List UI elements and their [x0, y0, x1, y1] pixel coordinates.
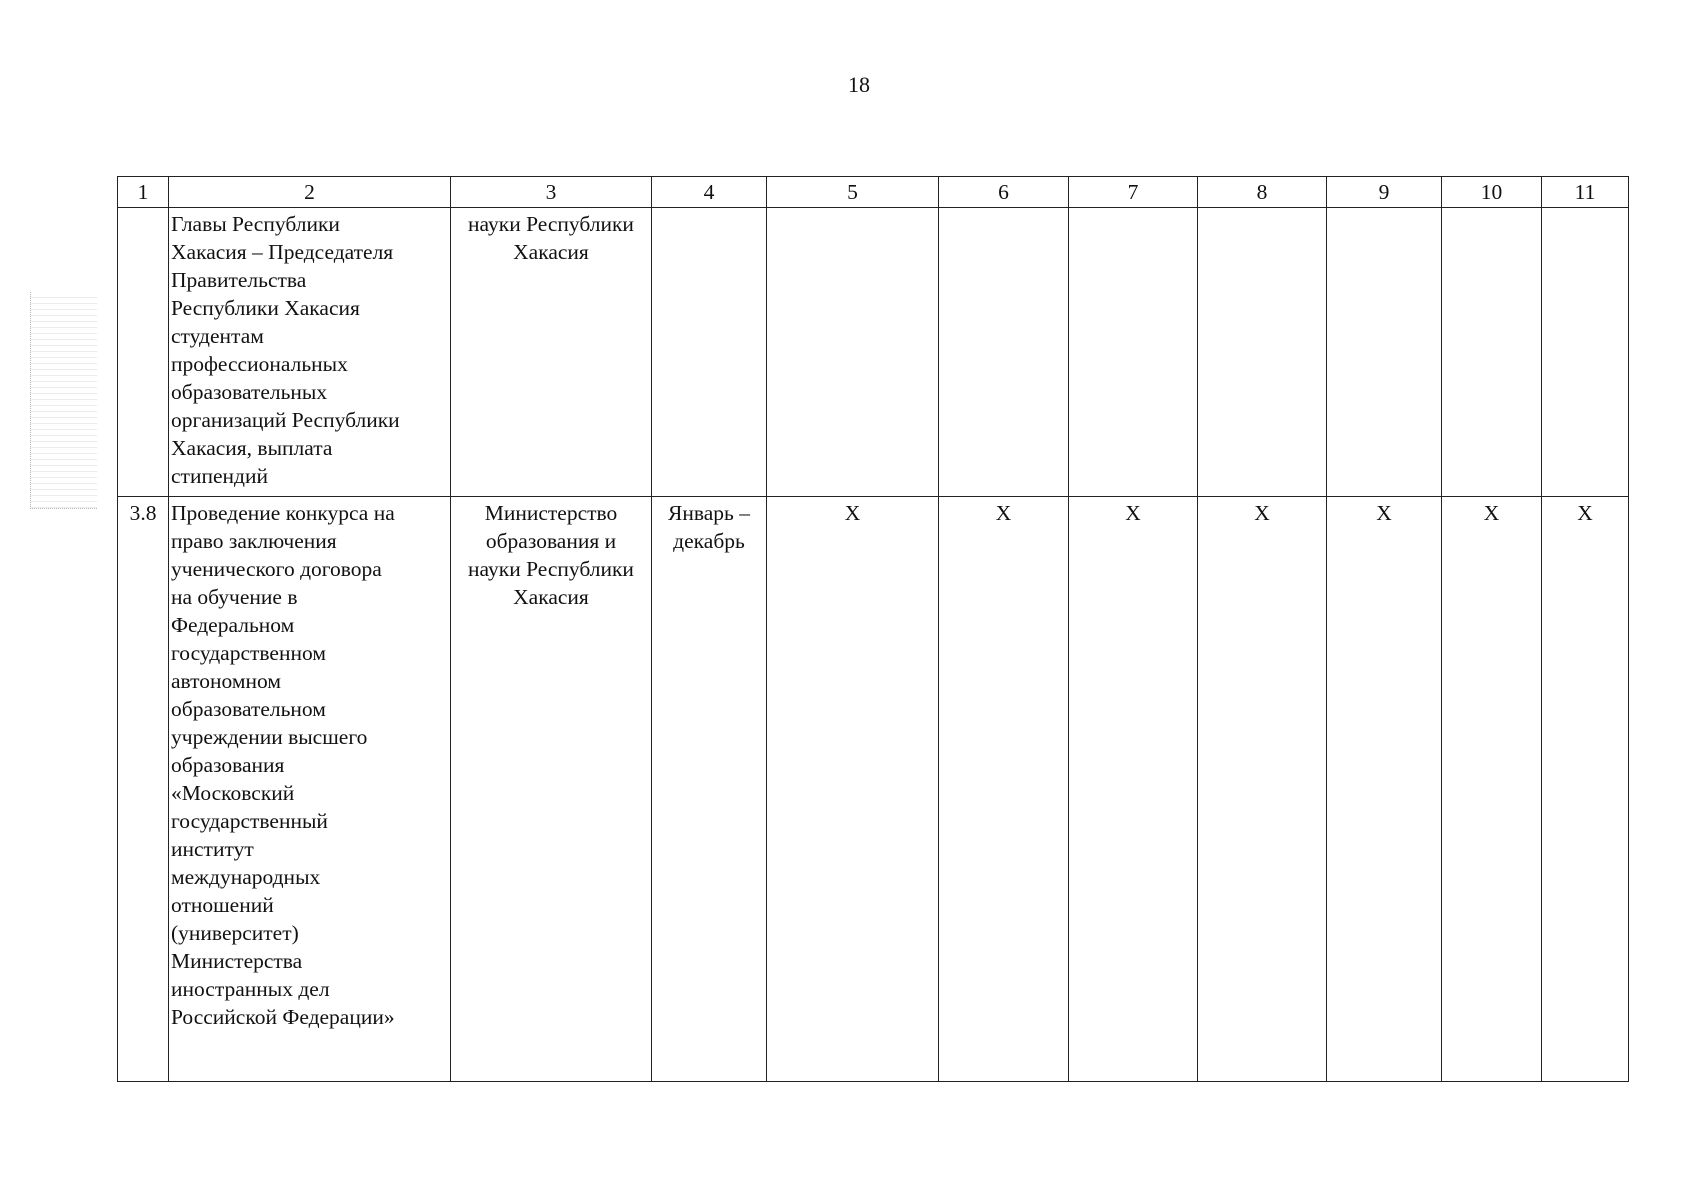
header-cell-col-4: 4 — [652, 177, 767, 208]
value-cell-col-11 — [1542, 208, 1629, 497]
header-cell-col-1: 1 — [118, 177, 169, 208]
header-cell-col-3: 3 — [451, 177, 652, 208]
value-cell-col-8: X — [1198, 497, 1327, 1082]
value-cell-col-11: X — [1542, 497, 1629, 1082]
header-cell-col-11: 11 — [1542, 177, 1629, 208]
header-cell-col-9: 9 — [1327, 177, 1442, 208]
row-number-cell — [118, 208, 169, 497]
header-cell-col-8: 8 — [1198, 177, 1327, 208]
value-cell-col-6 — [939, 208, 1069, 497]
value-cell-col-7 — [1069, 208, 1198, 497]
value-cell-col-5 — [767, 208, 939, 497]
header-cell-col-2: 2 — [169, 177, 451, 208]
plan-table — [117, 176, 1629, 1082]
value-cell-col-10 — [1442, 208, 1542, 497]
row-number-cell: 3.8 — [118, 497, 169, 1082]
header-cell-col-10: 10 — [1442, 177, 1542, 208]
value-cell-col-7: X — [1069, 497, 1198, 1082]
value-cell-col-5: X — [767, 497, 939, 1082]
table-header-row — [118, 177, 1629, 208]
executor-cell: Министерство образования и науки Республики Хакасия — [451, 497, 652, 1082]
executor-cell: науки Республики Хакасия — [451, 208, 652, 497]
table-row — [118, 497, 1629, 1082]
value-cell-col-9 — [1327, 208, 1442, 497]
value-cell-col-6: X — [939, 497, 1069, 1082]
value-cell-col-8 — [1198, 208, 1327, 497]
measure-name-cell: Главы Республики Хакасия – Председателя Правительства Республики Хакасия студентам профессиональных образовательных организаций Республики Хакасия, выплата стипендий — [169, 208, 451, 497]
header-cell-col-7: 7 — [1069, 177, 1198, 208]
header-cell-col-6: 6 — [939, 177, 1069, 208]
measure-name-cell: Проведение конкурса на право заключения ученического договора на обучение в Федеральном государственном автономном образовательном учреждении высшего образования «Московский государственный институт международных отношений (университет) Министерства иностранных дел Российской Федерации» — [169, 497, 451, 1082]
table-row — [118, 208, 1629, 497]
scan-artifact — [30, 292, 97, 509]
period-cell — [652, 208, 767, 497]
period-cell: Январь – декабрь — [652, 497, 767, 1082]
page-number: 18 — [848, 72, 870, 97]
value-cell-col-9: X — [1327, 497, 1442, 1082]
header-cell-col-5: 5 — [767, 177, 939, 208]
value-cell-col-10: X — [1442, 497, 1542, 1082]
